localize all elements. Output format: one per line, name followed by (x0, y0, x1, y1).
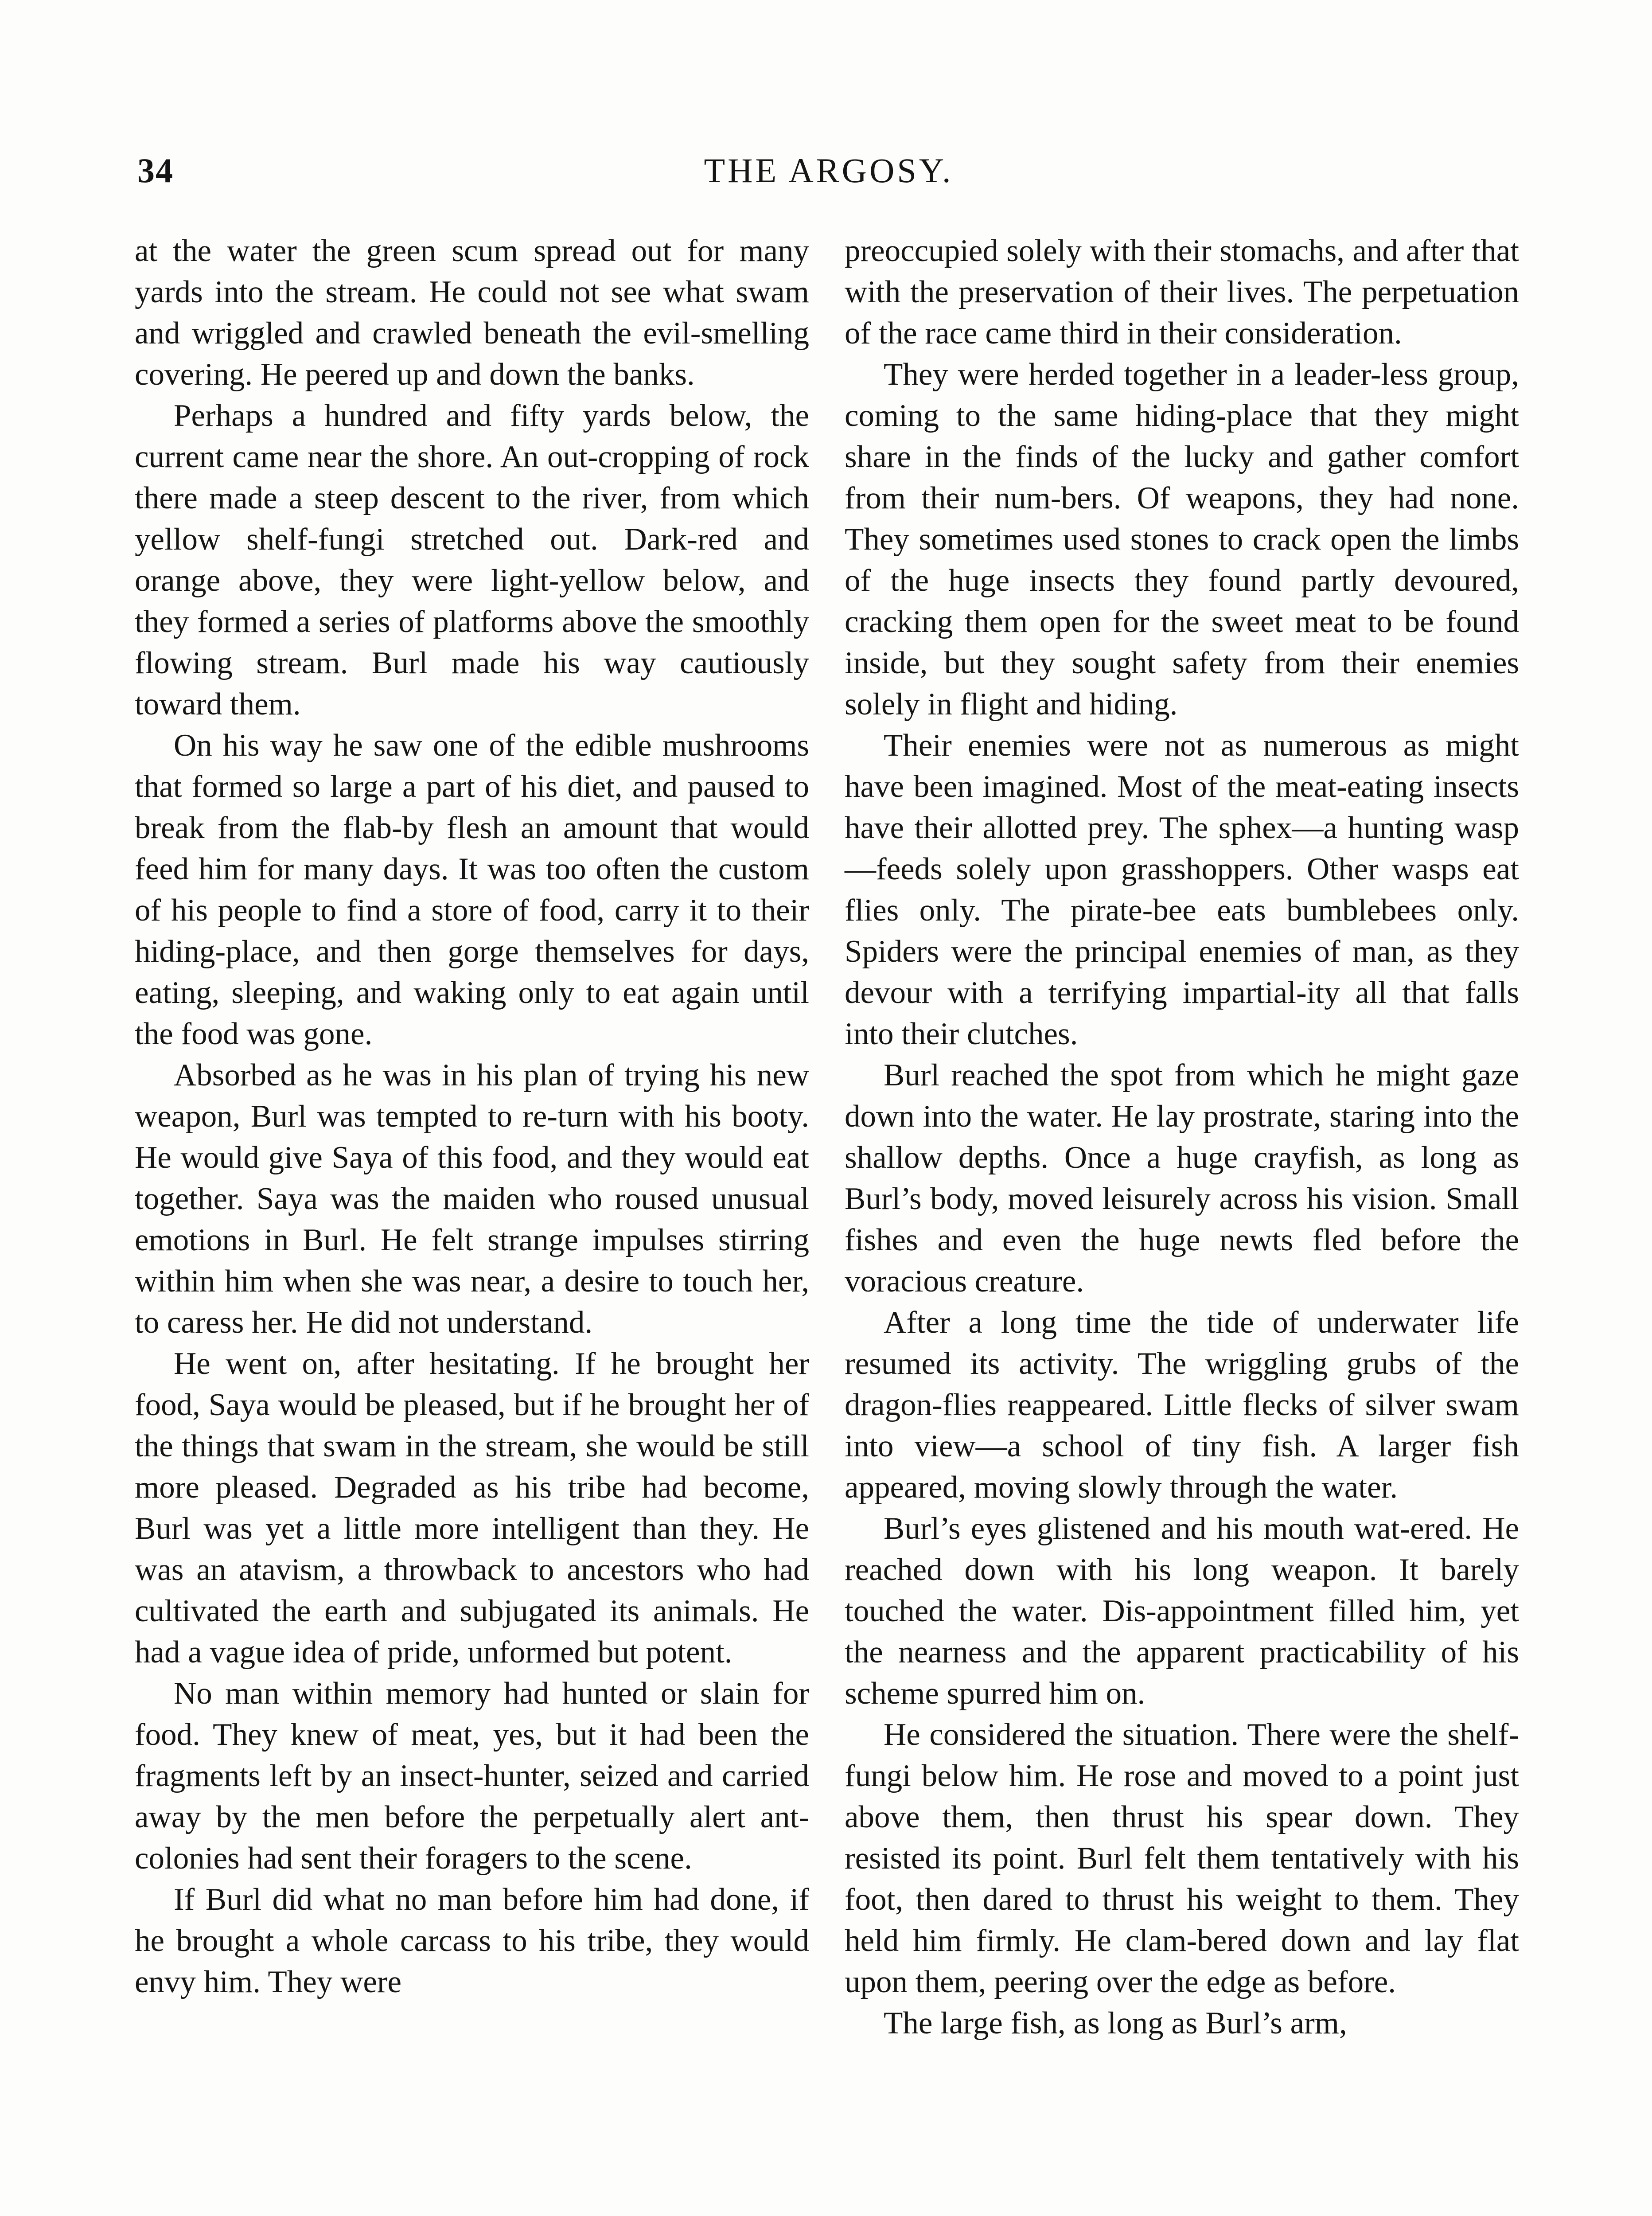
right-paragraph-8: The large fish, as long as Burl’s arm, (884, 2006, 1347, 2040)
left-paragraph-4: Absorbed as he was in his plan of trying his new weapon, Burl was tempted to re-turn with his booty. He would give Saya of this food, and they would eat together. Saya was the maiden who roused unusual emotions in Burl. He felt strange impulses stirring within him when she was near, a desire to touch her, to caress her. He did not understand. (135, 1058, 809, 1340)
journal-title: THE ARGOSY. (704, 151, 954, 190)
right-paragraph-4: Burl reached the spot from which he might gaze down into the water. He lay prostrate, staring into the shallow depths. Once a huge crayfish, as long as Burl’s body, moved leisurely across his vision. Small fishes and even the huge newts fled before the voracious creature. (845, 1058, 1519, 1299)
page-number: 34 (137, 151, 174, 190)
left-paragraph-2: Perhaps a hundred and fifty yards below, the current came near the shore. An out-cropping of rock there made a steep descent to the river, from which yellow shelf-fungi stretched out. Dark-red and orange above, they were light-yellow below, and they formed a series of platforms above the smoothly flowing stream. Burl made his way cautiously toward them. (135, 398, 809, 722)
right-paragraph-6: Burl’s eyes glistened and his mouth wat-ered. He reached down with his long weapon. It barely touched the water. Dis-appointment filled him, yet the nearness and the apparent practicability of his scheme spurred him on. (845, 1511, 1519, 1711)
left-paragraph-3: On his way he saw one of the edible mushrooms that formed so large a part of his diet, and paused to break from the flab-by flesh an amount that would feed him for many days. It was too often the custom of his people to find a store of food, carry it to their hiding-place, and then gorge themselves for days, eating, sleeping, and waking only to eat again until the food was gone. (135, 728, 809, 1051)
right-column (845, 230, 1519, 2216)
left-paragraph-1: at the water the green scum spread out for many yards into the stream. He could not see what swam and wriggled and crawled beneath the evil-smelling covering. He peered up and down the banks. (135, 234, 809, 392)
right-paragraph-2: They were herded together in a leader-less group, coming to the same hiding-place that they might share in the finds of the lucky and gather comfort from their num-bers. Of weapons, they had none. They sometimes used stones to crack open the limbs of the huge insects they found partly devoured, cracking them open for the sweet meat to be found inside, but they sought safety from their enemies solely in flight and hiding. (845, 357, 1519, 722)
left-paragraph-7: If Burl did what no man before him had done, if he brought a whole carcass to his tribe, they would envy him. They were (135, 1882, 809, 1999)
left-column (135, 230, 809, 2216)
right-paragraph-1: preoccupied solely with their stomachs, and after that with the preservation of their lives. The perpetuation of the race came third in their consideration. (845, 234, 1519, 351)
left-paragraph-5: He went on, after hesitating. If he brought her food, Saya would be pleased, but if he brought her of the things that swam in the stream, she would be still more pleased. Degraded as his tribe had become, Burl was yet a little more intelligent than they. He was an atavism, a throwback to ancestors who had cultivated the earth and subjugated its animals. He had a vague idea of pride, unformed but potent. (135, 1346, 809, 1670)
running-head (137, 146, 1520, 195)
right-paragraph-7: He considered the situation. There were the shelf-fungi below him. He rose and moved to a point just above them, then thrust his spear down. They resisted its point. Burl felt them tentatively with his foot, then dared to thrust his weight to them. They held him firmly. He clam-bered down and lay flat upon them, peering over the edge as before. (845, 1717, 1519, 1999)
left-paragraph-6: No man within memory had hunted or slain for food. They knew of meat, yes, but it had been the fragments left by an insect-hunter, seized and carried away by the men before the perpetually alert ant-colonies had sent their foragers to the scene. (135, 1676, 809, 1876)
right-paragraph-3: Their enemies were not as numerous as might have been imagined. Most of the meat-eating insects have their allotted prey. The sphex—a hunting wasp—feeds solely upon grasshoppers. Other wasps eat flies only. The pirate-bee eats bumblebees only. Spiders were the principal enemies of man, as they devour with a terrifying impartial-ity all that falls into their clutches. (845, 728, 1519, 1051)
right-paragraph-5: After a long time the tide of underwater life resumed its activity. The wriggling grubs of the dragon-flies reappeared. Little flecks of silver swam into view—a school of tiny fish. A larger fish appeared, moving slowly through the water. (845, 1305, 1519, 1505)
